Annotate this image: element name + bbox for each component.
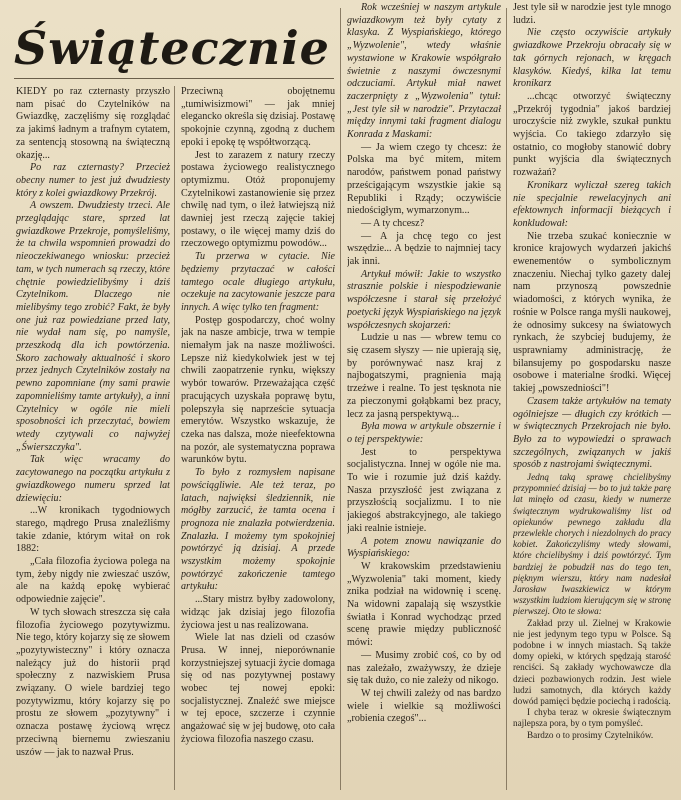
article-paragraph: Rok wcześniej w naszym artykule gwiazdkowym też były cytaty z klasyka. Z Wyspiańskiego, którego „Wyzwolenie", wtedy właśnie wystawione w Krakowie współgrało świetnie z naszymi ówczesnymi odczuciami. Artykuł miał nawet zaczerpnięty z „Wyzwolenia" tytuł: „Jest tyle sił w narodzie". Przytaczał między innymi taki fragment dialogu Konrada z Maskami: [347,2,501,141]
article-paragraph: — A ja chcę tego co jest wszędzie... A będzie to najmniej tacy jak inni. [347,230,501,268]
article-paragraph: Nie często oczywiście artykuły gwiazdkowe Przekroju obracały się w tak górnych rejonach, w kręgach klasyków. Kiedyś, kilka lat temu kronikarz [513,27,671,90]
article-paragraph: Postęp gospodarczy, choć wolny jak na nasze ambicje, trwa w tempie niemałym jak na nasze możliwości. Lepsze niż kiedykolwiek jest w tej chwili zaopatrzenie rynku, większy wybór towarów. Przeważająca część pracujących uzyskała poprawę bytu, polepszyła się naprzeście sytuacja emerytów. Wszystko wskazuje, że czeka nas dalsza, może nieefektowna na pozór, ale systematyczna poprawa warunków bytu. [181,314,335,466]
article-paragraph: Tu przerwa w cytacie. Nie będziemy przytaczać w całości tamtego ocale długiego artykułu, oczekuje na zacytowanie jeszcze para innych. A więc tylko ten fragment: [181,251,335,313]
title-underline [14,78,334,79]
text-column-1 [16,86,170,792]
text-column-2 [181,86,335,792]
article-paragraph: A potem znowu nawiązanie do Wyspiańskiego: [347,535,501,560]
article-paragraph: Czasem także artykułów na tematy ogólniejsze — długich czy krótkich — w świątecznych Przekrojach nie było. Było za to wypowiedzi o sprawach szczególnych, związanych w jakiś sposób z nastrojami świątecznymi. [513,395,671,471]
column-divider [506,8,507,790]
article-paragraph: ...Stary mistrz byłby zadowolony, widząc jak dzisiaj jego filozofia życiowa jest u nas realizowana. [181,594,335,631]
article-paragraph: To było z rozmysłem napisane powściągliwie. Ale też teraz, po latach, najwięksi śledziennik, nie mógłby zarzucić, że tamta ocena i prognoza nie znalazła potwierdzenia. Znalazła. I możemy tym spokojniej powtórzyć ją dzisiaj. A przede wszystkim możemy spokojnie powtórzyć zakończenie tamtego artykułu: [181,467,335,593]
article-paragraph: Jedną taką sprawę chcielibyśmy przypomnieć dzisiaj — bo to już także parę lat minęło od czasu, kiedy w numerze świątecznym wydrukowaliśmy list od opiekunów pewnego zakładu dla przewlekle chorych i niezdolnych do pracy kobiet. Zakończyliśmy wtedy słowami, które chcielibyśmy i dziś powtórzyć. Tym bardziej że pobudził nas do tego ten, pięknym wierszu, który nam nadesłał Jarosław Iwaszkiewicz w którym wszystkim ludziom kierującym się w stronę pierwszej. Oto te słowa: [513,472,671,617]
article-paragraph: W tej chwili zależy od nas bardzo wiele i wielkie są możliwości „robienia czegoś"... [347,687,501,725]
article-paragraph: Zakład przy ul. Zielnej w Krakowie nie jest jedynym tego typu w Polsce. Są podobne i w innych miastach. Są także domy opieki, w których spędzają starość renciści. Są zakłady wychowawcze dla dzieci pozbawionych rodzin. Jest wiele ludzi samotnych, dla których każdy dowód pamięci będzie pociechą i radością. [513,617,671,707]
article-paragraph: — Ja wiem czego ty chcesz: że Polska ma być mitem, mitem narodów, państwem ponad państwy prześcigającym wszystkie jakie są Republiki i Rządy; oczywiście niedościgłym, wymarzonym... [347,141,501,217]
article-paragraph: — A ty chcesz? [361,217,425,229]
text-column-4 [513,2,671,792]
article-paragraph: Jest to zarazem z natury rzeczy postawa życiowego realistycznego optymizmu. Otóż proponujemy Czytelnikowi zastanowienie się przez chwilę nad tym, o ileż łatwiejszą niż dawniej jest rzeczą zajęcie takiej postawy, o ile więcej mamy dziś do rzeczowego optymizmu powodów... [181,149,335,250]
article-paragraph: — Musimy zrobić coś, co by od nas zależało, zważywszy, że dzieje się tak dużo, co nie zależy od nikogo. [347,649,501,687]
article-paragraph: Tak więc wracamy do zacytowanego na początku artykułu z gwiazdkowego numeru sprzed lat dziewięciu: [16,454,170,504]
article-paragraph: Wiele lat nas dzieli od czasów Prusa. W innej, nieporównanie korzystniejszej sytuacji życie domaga się od nas pozytywnej postawy wobec tej nowej epoki: socjalistycznej. Znaleźć swe miejsce w tej epoce, szczerze i czynnie angażować się w jej budowę, oto cała życiowa filozofia naszego czasu. [181,632,335,745]
article-paragraph: ...W kronikach tygodniowych starego, mądrego Prusa znaleźliśmy takie zdanie, którym witał on rok 1882: [16,505,170,555]
column-divider [340,8,341,790]
article-paragraph: Artykuł mówił: Jakie to wszystko strasznie polskie i niespodziewanie współczesne i starał się przełożyć poetycki język Wyspiańskiego na język współczesnych skojarzeń: [347,268,501,331]
article-paragraph: Była mowa w artykule obszernie i o tej perspektywie: [347,421,501,445]
page-title: Świątecznie [14,21,330,75]
article-paragraph: „Cała filozofia życiowa polega na tym, żeby nigdy nie zwieszać uszów, ale na każdą epokę wybierać odpowiednie zajęcie". [16,556,170,606]
article-paragraph: W krakowskim przedstawieniu „Wyzwolenia" taki moment, kiedy znika podział na widownię i scenę. Na widowni zapalają się wszystkie światła i Konrad wychodząc przed scenę prawie między publiczność mówi: [347,560,501,649]
article-paragraph: Bardzo o to prosimy Czytelników. [527,729,654,740]
article-paragraph: Kronikarz wyliczał szereg takich nie specjalnie rewelacyjnych ani efektownych informacji bieżących i konkludował: [513,179,671,229]
article-paragraph: ...chcąc otworzyć świąteczny „Przekrój tygodnia" jakoś bardziej uroczyście niż zwykle, szukał punktu wyjścia. Co takiego zdarzyło się ostatnio, co mogłoby stanowić dobry punkt wyjścia dla świątecznych rozważań? [513,90,671,179]
article-paragraph: I chyba teraz w okresie świątecznym najlepsza pora, by o tym pomyśleć. [513,707,671,729]
article-paragraph: Po raz czternasty? Przecież obecny numer to jest już dwudziesty który z kolei gwiazdkowy Przekrój. [16,162,170,199]
article-paragraph: KIEDY po raz czternasty przyszło nam pisać do Czytelników na Gwiazdkę, zaczęliśmy się rozglądać za jakimś ładnym a trafnym cytatem, za sentencją stosowną na świąteczną okazję... [16,86,170,161]
column-divider [174,86,175,790]
text-column-3 [347,2,501,792]
article-paragraph: Ludzie u nas — wbrew temu co się czasem słyszy — nie upierają się, by porównywać nasz kraj z najbogatszymi, pragnienia mają trzeźwe i realne. To jest tęsknota nie za pieczonymi gołąbkami bez pracy, lecz za jasną perspektywą... [347,332,501,420]
article-paragraph: Jest to perspektywa socjalistyczna. Innej w ogóle nie ma. To wie i rozumie już dziś każdy. Nasza przyszłość jest związana z przyszłością socjalizmu. I to nie jakiegoś abstrakcyjnego, ale takiego jaki realnie istnieje. [347,446,501,534]
article-paragraph: W tych słowach streszcza się cała filozofia życiowego pozytywizmu. Nie tego, który kojarzy się ze słowem „pozytywisteczny" i który oznacza należący już do historii prąd społeczny z nazwiskiem Prusa związany. O wiele bardziej tego pozytywizmu, który kojarzy się po prostu ze słowem „pozytywny" i oznacza postawę życiową wręcz przeciwną biernemu zwieszaniu uszów — jak to nazwał Prus. [16,606,170,758]
article-paragraph: A owszem. Dwudziesty trzeci. Ale przeglądając stare, sprzed lat gwiazdkowe Przekroje, pomyśleliśmy, że ta chwila wspomnień prowadzi do nieoczekiwanego wniosku: przecież tam, w tych numerach są rzeczy, które chętnie powiedzielibyśmy i dziś Czytelnikom. Dlaczego nie mielibyśmy tego zrobić? Fakt, że były one już raz powiedziane przed laty, nie wydał nam się, po namyśle, przeszkodą dla ich powtórzenia. Skoro zachowały aktualność i skoro przez jednych Czytelników zostały na pewno zapomniane (my sami prawie zapomnieliśmy tamte artykuły), a inni Czytelnicy w ogóle nie mieli sposobności ich przeczytać, bowiem wtedy czytywali co najwyżej „Świerszczyka". [16,200,170,453]
article-paragraph: Jest tyle sił w narodzie jest tyle mnogo ludzi. [513,2,671,26]
article-paragraph: Nie trzeba szukać koniecznie w kronice krajowych wydarzeń jakichś ewenementów o symbolicznym znaczeniu. Niechaj tylko gazety dalej nam przynoszą powszednie wiadomości, z których wynika, że rośnie w Polsce ranga myśli naukowej, że odnosimy sukcesy na światowych rynkach, że szybciej budujemy, że usprawniamy administrację, że bilansujemy po gospodarsku nasze osobowe i materialne środki. Więcej takiej „powszedniości"! [513,230,671,395]
article-paragraph: Przeciwną obojętnemu „tumiwisizmowi" — jak mniej elegancko określa się dzisiaj. Postawę spokojnie czynną, zgodną z duchem epoki i epokę tę współtworzącą. [181,86,335,148]
